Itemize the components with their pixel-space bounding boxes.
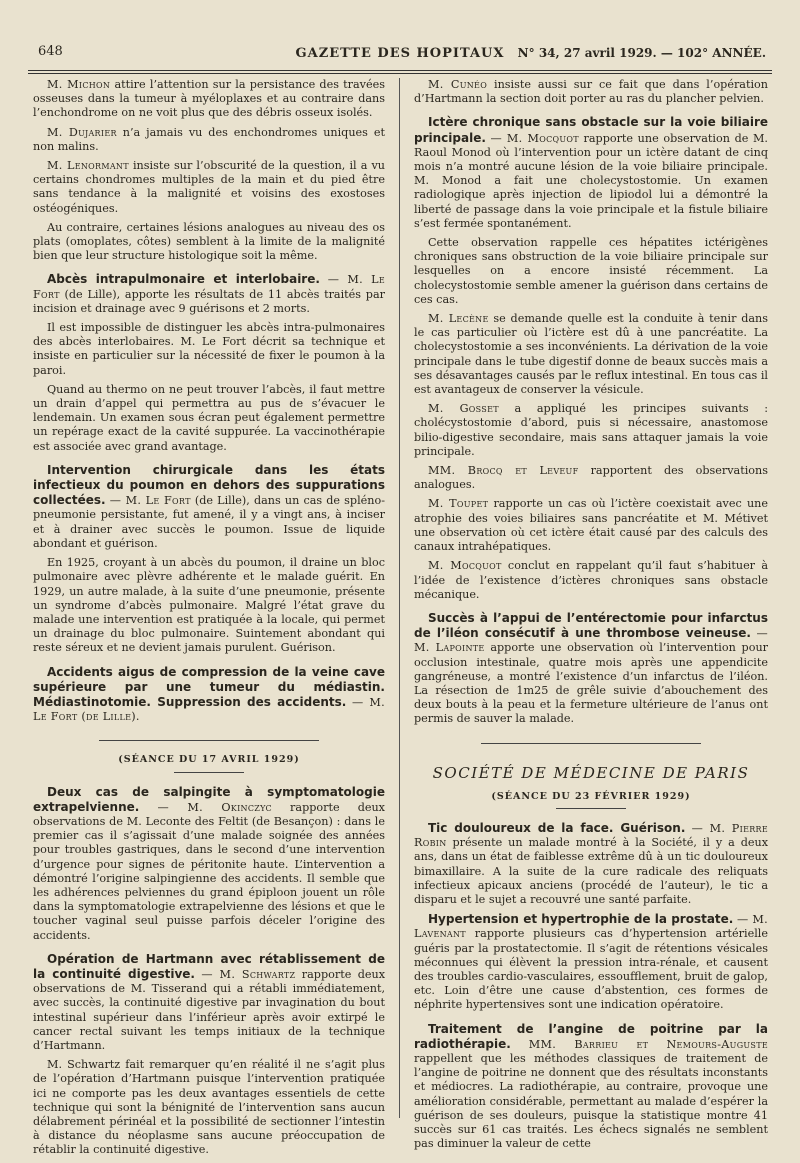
society-heading: SOCIÉTÉ DE MÉDECINE DE PARIS xyxy=(432,763,750,782)
article-intervention xyxy=(33,463,385,551)
article-author: — M. Okinczyc xyxy=(157,800,272,814)
article-title: Traitement de l’angine de poitrine par la radiothérapie. xyxy=(414,1021,768,1051)
speaker: M. Mocquot xyxy=(428,559,502,573)
paragraph-text: rapporte une observation de M. Raoul Monod où l’intervention pour un ictère datant de cinq mois n’a montré aucune lésion de la voie biliaire principale. M. Monod a fait une cholecystostomie. Un examen radiologique après injection de lipiodol lui a démontré la liberté de passage dans la voie principale et la fistule biliaire s’est fermée spontanément. xyxy=(414,131,768,230)
header-rule-thin xyxy=(28,73,772,74)
speaker: M. Cunéo xyxy=(428,78,488,91)
article-hypertension xyxy=(414,912,768,1012)
article-author: — M. Le Fort (de Lille). xyxy=(33,695,385,724)
speaker: M. Dujarier xyxy=(47,125,117,139)
paragraph-text: rapportent des observations analogues. xyxy=(414,464,768,492)
paragraph xyxy=(414,464,768,492)
paragraph-text: (de Lille), dans un cas de spléno-pneumonie persistante, fut amené, il y a vingt ans, à inciser et à drainer avec succès le poumon. Issue de liquide abondant et guérison. xyxy=(33,494,385,550)
article-hartmann xyxy=(33,952,385,1053)
paragraph-text: apporte une observation où l’intervention pour occlusion intestinale, quatre mois après une appendicite gangréneuse, a montré l’existence d’un infarctus de l’iléon. La résection de 1m25 de grêle suivie d’abouchement des deux bouts à la peau et la fermeture ultérieure de l’anus ont permis de sauver la malade. xyxy=(414,641,768,726)
section-rule xyxy=(481,743,701,744)
paragraph-text: insiste aussi sur ce fait que dans l’opération d’Hartmann la section doit porter au ras du plancher pelvien. xyxy=(414,78,768,106)
column-divider xyxy=(399,78,400,1118)
header-rule xyxy=(28,70,772,71)
paragraph: Au contraire, certaines lésions analogues au niveau des os plats (omoplates, côtes) semblent à la limite de la malignité bien que leur structure histologique soit la même. xyxy=(33,220,385,263)
article-abces xyxy=(33,272,385,316)
article-title: Intervention chirurgicale dans les états infectieux du poumon en dehors des suppurations collectées. xyxy=(33,462,385,508)
article-title: Succès à l’appui de l’entérectomie pour infarctus de l’iléon consécutif à une thrombose veineuse. xyxy=(414,610,768,641)
article-author: — M. Pierre Robin xyxy=(414,821,768,850)
article-author: — M. Lavenant xyxy=(414,913,768,941)
article-author: — M. Mocquot xyxy=(490,131,579,145)
paragraph: En 1925, croyant à un abcès du poumon, il draine un bloc pulmonaire avec plèvre adhérente et le malade guérit. En 1929, un autre malade, à la suite d’une pneumonie, présente un syndrome d’abcès pulmonaire. Malgré l’état grave du malade une intervention est pratiquée à la locale, qui permet un drainage du bloc pulmonaire. Suintement abondant qui reste séreux et ne devient jamais purulent. Guérison. xyxy=(33,556,385,655)
paragraph-text: n’a jamais vu des enchondromes uniques et non malins. xyxy=(33,125,385,153)
speaker: MM. Brocq et Leveuf xyxy=(428,464,579,478)
paragraph xyxy=(414,312,768,397)
seance-date: (SÉANCE DU 23 FÉVRIER 1929) xyxy=(491,790,691,802)
paragraph-text: rapporte deux observations de M. Leconte des Feltit (de Besançon) : dans le premier cas il s’agissait d’une malade soignée des années pour troubles gastriques, dans le second d’une intervention d’urgence pour signes de péritonite haute. L’intervention a démontré l’origine salpingienne des accidents. Il semble que les adhérences pelviennes du grand épiploon jouent un rôle dans la symptomatologie extrapelvienne des lésions et que le toucher vaginal seul puisse parfois déceler l’origine des accidents. xyxy=(33,800,385,942)
article-title: Tic douloureux de la face. Guérison. xyxy=(428,820,686,835)
article-title: Deux cas de salpingite à symptomatologie extrapelvienne. xyxy=(33,784,385,814)
paragraph-text: (de Lille), apporte les résultats de 11 abcès traités par incision et drainage avec 9 guérisons et 2 morts. xyxy=(33,287,385,315)
speaker: M. Lenormant xyxy=(47,159,129,173)
paragraph xyxy=(33,78,385,121)
article-author: — M. Lapointe xyxy=(414,627,768,655)
article-title: Accidents aigus de compression de la veine cave supérieure par une tumeur du médiastin. Médiastinotomie. Suppression des accidents. xyxy=(33,664,385,709)
article-author: — M. Schwartz xyxy=(201,967,296,981)
paragraph: Il est impossible de distinguer les abcès intra-pulmonaires des abcès interlobaires. M. Le Fort décrit sa technique et insiste en particulier sur la nécessité de fixer le poumon à la paroi. xyxy=(33,321,385,377)
page-header xyxy=(28,40,772,68)
paragraph: Cette observation rappelle ces hépatites ictérigènes chroniques sans obstruction de la voie biliaire principale sur lesquelles on a encore insisté récemment. La cholecystostomie semble amener la guérison dans certains de ces cas. xyxy=(414,236,768,306)
paragraph-text: rapporte un cas où l’ictère coexistait avec une atrophie des voies biliaires sans pancréatite et M. Métivet une observation où cet ictère était causé par des calculs des canaux intrahépatiques. xyxy=(414,497,768,554)
article-traitement xyxy=(414,1022,768,1152)
article-succes xyxy=(414,611,768,727)
paragraph-text: attire l’attention sur la persistance des travées osseuses dans la tumeur à myéloplaxes et au contraire dans l’enchondrome on ne voit plus que des débris osseux isolés. xyxy=(33,78,385,120)
seance-rule xyxy=(556,808,626,809)
paragraph-text: a appliqué les principes suivants : cholécystostomie d’abord, puis si nécessaire, anastomose bilio-digestive secondaire, mais sans attaquer jamais la voie principale. xyxy=(414,402,768,458)
article-salpingite xyxy=(33,785,385,943)
article-author: — M. Le Fort xyxy=(33,273,385,301)
paragraph-text: rappellent que les méthodes classiques de traitement de l’angine de poitrine ne donnent que des résultats inconstants et médiocres. La radiothérapie, au contraire, provoque une amélioration considérable, permettant au malade d’espérer la guérison de ses douleurs, puisque la statistique montre 41 succès sur 61 cas traités. Les échecs signalés ne semblent pas diminuer la valeur de cette xyxy=(414,1051,768,1151)
article-tic xyxy=(414,821,768,907)
paragraph-text: conclut en rappelant qu’il faut s’habituer à l’idée de l’existence d’ictères chroniques sans obstacle mécanique. xyxy=(414,559,768,601)
journal-title: GAZETTE DES HOPITAUX xyxy=(295,46,505,61)
issue-line: N° 34, 27 avril 1929. — 102° ANNÉE. xyxy=(517,46,766,60)
paragraph: M. Schwartz fait remarquer qu’en réalité il ne s’agit plus de l’opération d’Hartmann puisque l’intervention pratiquée ici ne comporte pas les deux avantages essentiels de cette technique qui sont la bénignité de l’intervention sans aucun délabrement périnéal et la possibilité de sectionner l’intestin à distance du néoplasme sans aucune préoccupation de rétablir la continuité digestive. xyxy=(33,1058,385,1157)
paragraph xyxy=(33,159,385,216)
paragraph xyxy=(414,78,768,106)
speaker: M. Toupet xyxy=(428,497,489,511)
speaker: M. Lecène xyxy=(428,312,489,326)
paragraph xyxy=(414,497,768,554)
article-title: Hypertension et hypertrophie de la prostate. xyxy=(428,912,734,927)
seance-date: (SÉANCE DU 17 AVRIL 1929) xyxy=(118,754,300,766)
article-accidents xyxy=(33,665,385,725)
paragraph-text: se demande quelle est la conduite à tenir dans le cas particulier où l’ictère est dû à une pancréatite. La cholecystostomie a ses inconvénients. La dérivation de la voie principale dans le tube digestif donne de beaux succès mais a ses désavantages causés par le reflux intestinal. En tous cas il est avantageux de conserver la vésicule. xyxy=(414,312,768,397)
article-title: Ictère chronique sans obstacle sur la voie biliaire principale. xyxy=(414,115,768,145)
article-author: — M. Le Fort xyxy=(109,494,191,508)
article-author: MM. Barrieu et Nemours-Auguste xyxy=(528,1037,768,1051)
page-number: 648 xyxy=(38,44,63,59)
paragraph-text: présente un malade montré à la Société, il y a deux ans, dans un état de faiblesse extrême dû à un tic douloureux bimaxillaire. A la suite de la cure radicale des reliquats infectieux apicaux anciens (procédé de l’auteur), le tic a disparu et le sujet a recouvré une santé parfaite. xyxy=(414,836,768,906)
speaker: M. Gosset xyxy=(428,402,499,416)
paragraph xyxy=(414,402,768,459)
paragraph-text: rapporte plusieurs cas d’hypertension artérielle guéris par la prostatectomie. Il s’agit de rétentions vésicales méconnues qui élèvent la pression intra-rénale, et causent des troubles cardio-vasculaires, essoufflement, bruit de galop, etc. Loin d’être une cause d’abstention, ces formes de néphrite hypertensives sont une indication opératoire. xyxy=(414,927,768,1012)
right-column xyxy=(414,78,768,1156)
left-column xyxy=(33,78,385,1163)
speaker: M. Michon xyxy=(47,78,111,91)
article-title: Abcès intrapulmonaire et interlobaire. xyxy=(47,272,320,287)
paragraph-text: insiste sur l’obscurité de la question, il a vu certains chondromes multiples de la main et du pied être sans tendance à la malignité et voisins des exostoses ostéogéniques. xyxy=(33,159,385,215)
paragraph-text: rapporte deux observations de M. Tisserand qui a rétabli immédiatement, avec succès, la continuité digestive par invagination du bout intestinal supérieur dans l’inférieur après avoir extirpé le cancer rectal suivant les temps initiaux de la technique d’Hartmann. xyxy=(33,967,386,1052)
section-rule xyxy=(99,740,319,741)
article-ictere xyxy=(414,115,768,231)
paragraph: Quand au thermo on ne peut trouver l’abcès, il faut mettre un drain d’appel qui permettra au pus de s’évacuer le lendemain. Un examen sous écran peut également permettre un repérage exact de la cavité suppurée. La vaccinothérapie est associée avec grand avantage. xyxy=(33,382,385,453)
seance-rule xyxy=(174,772,244,773)
paragraph xyxy=(33,126,385,154)
article-title: Opération de Hartmann avec rétablissement de la continuité digestive. xyxy=(33,951,385,981)
paragraph xyxy=(414,559,768,602)
